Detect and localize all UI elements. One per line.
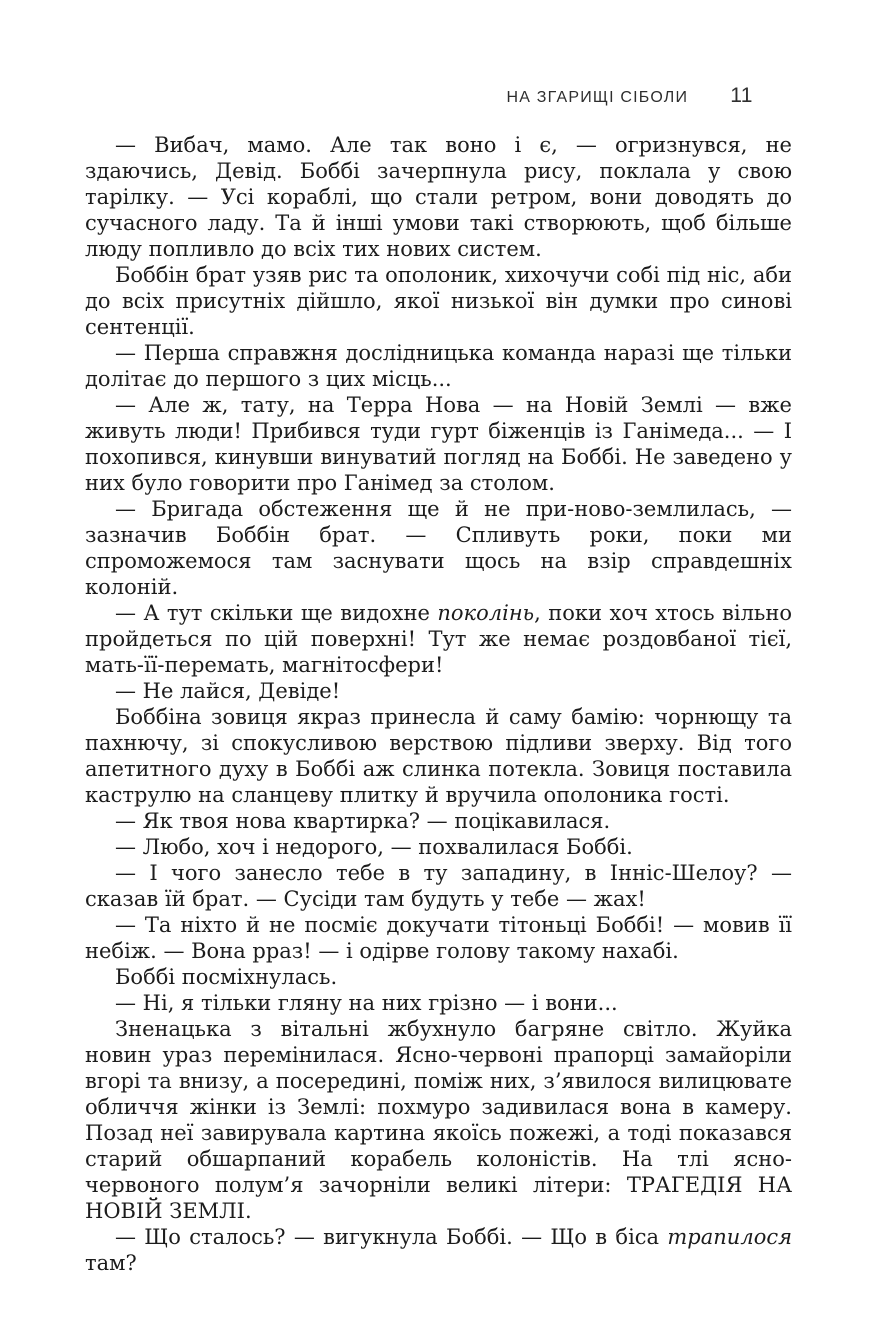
paragraph: [85, 808, 792, 834]
text-segment: — Ні, я тільки гляну на них грізно — і вони...: [115, 991, 618, 1015]
text-segment: Боббіна зовиця якраз принесла й саму бамію: чорнющу та пахнючу, зі спокусливою верствою підливи зверху. Від того апетитного духу в Боббі аж слинка потекла. Зовиця поставила каструлю на сланцеву плитку й вручила ополоника гості.: [85, 705, 792, 807]
paragraph: [85, 990, 792, 1016]
text-segment: — Любо, хоч і недорого, — похвалилася Боббі.: [115, 835, 633, 859]
paragraph: [85, 1016, 792, 1224]
text-segment: Боббі посміхнулась.: [115, 965, 338, 989]
paragraph: [85, 496, 792, 600]
text-segment: — Як твоя нова квартирка? — поцікавилася.: [115, 809, 611, 833]
paragraph: [85, 262, 792, 340]
text-segment: — Та ніхто й не посміє докучати тітоньці Боббі! — мовив її небіж. — Вона рраз! — і одірве голову такому нахабі.: [85, 913, 792, 963]
text-segment: там?: [85, 1251, 137, 1275]
paragraph: [85, 600, 792, 678]
text-segment: — Але ж, тату, на Терра Нова — на Новій Землі — вже живуть люди! Прибився туди гурт біженців із Ганімеда... — І похопився, кинувши винуватий погляд на Боббі. Не заведено у них було говорити про Ганімед за столом.: [85, 393, 792, 495]
paragraph: [85, 678, 792, 704]
running-title: НА ЗГАРИЩІ СІБОЛИ: [506, 89, 689, 106]
paragraph: [85, 834, 792, 860]
page-body: [85, 132, 792, 1276]
paragraph: [85, 912, 792, 964]
paragraph: [85, 392, 792, 496]
paragraph: [85, 860, 792, 912]
paragraph: [85, 132, 792, 262]
italic-text-segment: трапилося: [667, 1225, 792, 1249]
text-segment: Боббін брат узяв рис та ополоник, хихочучи собі під ніс, аби до всіх присутніх дійшло, якої низької він думки про синові сентенції.: [85, 263, 792, 339]
text-segment: — Перша справжня дослідницька команда наразі ще тільки долітає до першого з цих місць...: [85, 341, 792, 391]
text-segment: — Вибач, мамо. Але так воно і є, — огризнувся, не здаючись, Девід. Боббі зачерпнула рису, поклала у свою тарілку. — Усі кораблі, що стали ретром, вони доводять до сучасного ладу. Та й інші умови такі створюють, щоб більше люду попливло до всіх тих нових систем.: [85, 133, 792, 261]
paragraph: [85, 704, 792, 808]
paragraph: [85, 964, 792, 990]
page-header: [85, 84, 792, 108]
text-segment: — І чого занесло тебе в ту западину, в Інніс-Шелоу? — сказав їй брат. — Сусіди там будуть у тебе — жах!: [85, 861, 792, 911]
italic-text-segment: поколінь: [437, 601, 535, 625]
paragraph: [85, 1224, 792, 1276]
text-segment: Зненацька з вітальні жбухнуло багряне світло. Жуйка новин ураз перемінилася. Ясно-червоні прапорці замайоріли вгорі та внизу, а посередині, поміж них, з’явилося вилицювате обличчя жінки із Землі: похмуро задивилася вона в камеру. Позад неї завирувала картина якоїсь пожежі, а тоді показався старий обшарпаний корабель колоністів. На тлі ясно-червоного полум’я зачорніли великі літери: ТРАГЕДІЯ НА НОВІЙ ЗЕМЛІ.: [85, 1017, 792, 1223]
paragraph: [85, 340, 792, 392]
text-segment: — Що сталось? — вигукнула Боббі. — Що в біса: [115, 1225, 668, 1249]
text-segment: — А тут скільки ще видохне: [115, 601, 438, 625]
text-segment: — Не лайся, Девіде!: [115, 679, 341, 703]
text-segment: , поки хоч хтось вільно пройдеться по цій поверхні! Тут же немає роздовбаної тієї, мать-її-перемать, магнітосфери!: [85, 601, 792, 677]
page-number: 11: [730, 84, 753, 107]
text-segment: — Бригада обстеження ще й не при-ново-землилась, — зазначив Боббін брат. — Спливуть роки, поки ми спроможемося там заснувати щось на взір справдешніх колоній.: [85, 497, 792, 599]
